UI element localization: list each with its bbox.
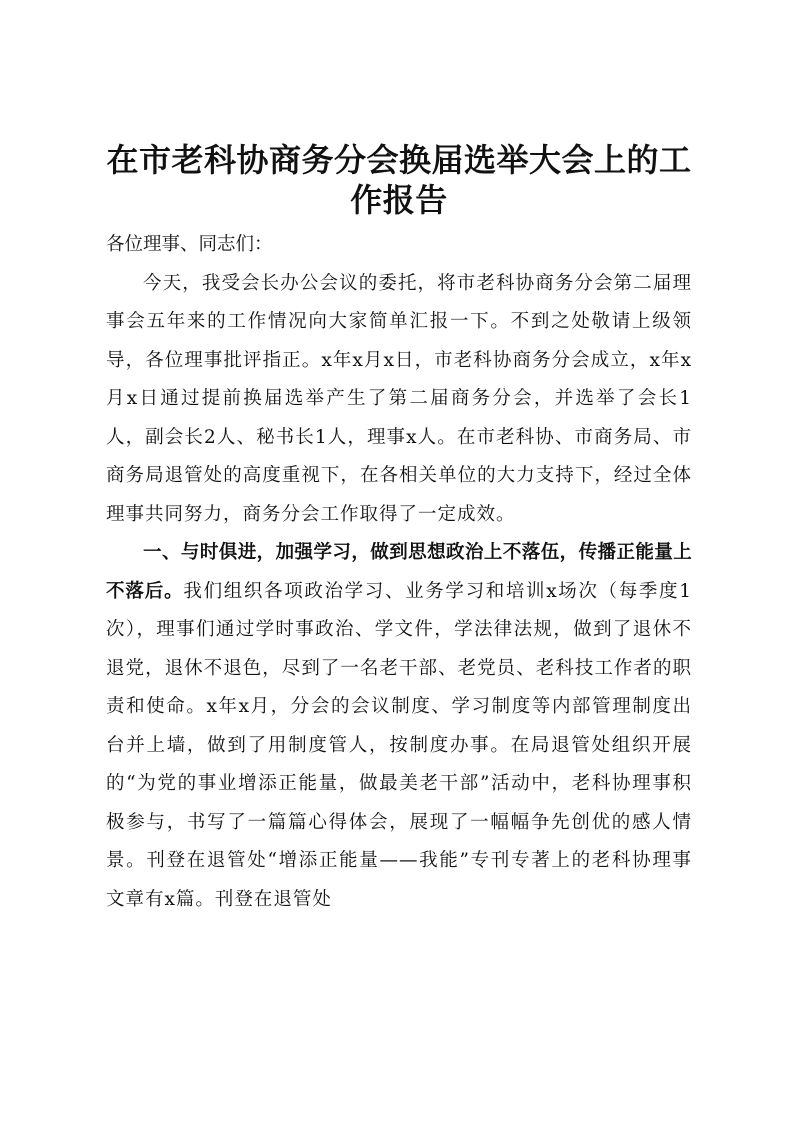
document-page	[106, 140, 692, 919]
document-title: 在市老科协商务分会换届选举大会上的工作报告	[106, 141, 692, 219]
paragraph-intro	[106, 265, 692, 535]
paragraph-text: 今天，我受会长办公会议的委托，将市老科协商务分会第二届理事会五年来的工作情况向大家简单汇报一下。不到之处敬请上级领导，各位理事批评指正。x年x月x日，市老科协商务分会成立，x年x月x日通过提前换届选举产生了第二届商务分会，并选举了会长1人，副会长2人、秘书长1人，理事x人。在市老科协、市商务局、市商务局退管处的高度重视下，在各相关单位的大力支持下，经过全体理事共同努力，商务分会工作取得了一定成效。	[106, 272, 692, 525]
paragraph-section-1	[106, 534, 692, 919]
greeting: 各位理事、同志们：	[106, 234, 273, 255]
paragraph-text: 我们组织各项政治学习、业务学习和培训x场次（每季度1次），理事们通过学时事政治、学文件，学法律法规，做到了退休不退党，退休不退色，尽到了一名老干部、老党员、老科技工作者的职责和使命。x年x月，分会的会议制度、学习制度等内部管理制度出台并上墙，做到了用制度管人，按制度办事。在局退管处组织开展的“为党的事业增添正能量，做最美老干部”活动中，老科协理事积极参与，书写了一篇篇心得体会，展现了一幅幅争先创优的感人情景。刊登在退管处“增添正能量——我能”专刊专著上的老科协理事文章有x篇。刊登在退管处	[106, 580, 692, 910]
section-heading: 一、与时俱进，加强学习，做到思想政治上不落伍，传播正能量上不落后。	[106, 542, 692, 602]
